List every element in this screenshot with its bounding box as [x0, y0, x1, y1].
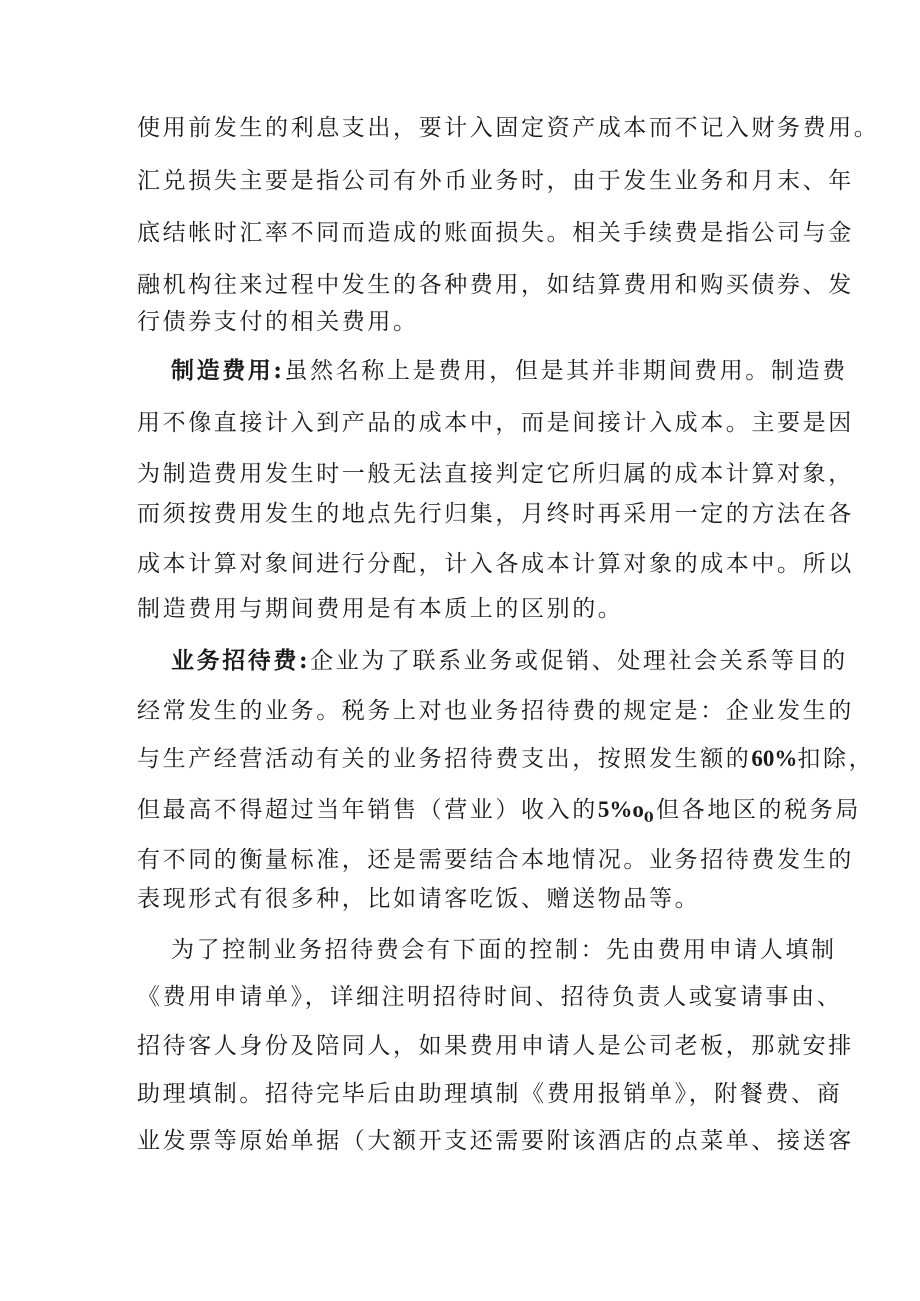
text-line: 业发票等原始单据（大额开支还需要附该酒店的点菜单、接送客 — [137, 1128, 854, 1154]
text-span: 扣除， — [797, 746, 875, 772]
text-line: 有不同的衡量标准，还是需要结合本地情况。业务招待费发生的 — [137, 847, 854, 873]
text-line: 底结帐时汇率不同而造成的账面损失。相关手续费是指公司与金 — [137, 220, 854, 246]
text-line — [171, 646, 848, 676]
text-line: 为制造费用发生时一般无法直接判定它所归属的成本计算对象， — [137, 461, 854, 487]
text-line: 成本计算对象间进行分配，计入各成本计算对象的成本中。所以 — [137, 551, 854, 577]
text-line — [137, 744, 875, 774]
text-span: 虽然名称上是费用，但是其并非期间费用。制造费 — [284, 358, 848, 384]
text-line: 经常发生的业务。税务上对也业务招待费的规定是：企业发生的 — [137, 698, 854, 724]
percentage-60: 60% — [751, 746, 798, 771]
text-line: 使用前发生的利息支出，要计入固定资产成本而不记入财务费用。 — [137, 115, 880, 141]
text-span: 与生产经营活动有关的业务招待费支出，按照发生额的 — [137, 746, 752, 772]
text-line: 融机构往来过程中发生的各种费用，如结算费用和购买债券、发 — [137, 272, 854, 298]
paragraph-heading: 业务招待费: — [171, 647, 311, 674]
text-span: 企业为了联系业务或促销、处理社会关系等目的 — [310, 648, 848, 674]
paragraph-heading: 制造费用: — [171, 357, 285, 384]
text-line: 为了控制业务招待费会有下面的控制：先由费用申请人填制 — [171, 937, 837, 963]
text-line: 用不像直接计入到产品的成本中，而是间接计入成本。主要是因 — [137, 410, 854, 436]
text-line: 《费用申请单》，详细注明招待时间、招待负责人或宴请事由、 — [137, 984, 843, 1010]
text-line: 汇兑损失主要是指公司有外币业务时，由于发生业务和月末、年 — [137, 168, 854, 194]
text-span: 但各地区的税务局 — [656, 797, 861, 823]
text-line: 助理填制。招待完毕后由助理填制《费用报销单》，附餐费、商 — [137, 1081, 843, 1107]
text-line: 制造费用与期间费用是有本质上的区别的。 — [137, 596, 624, 622]
text-line: 招待客人身份及陪同人，如果费用申请人是公司老板，那就安排 — [137, 1033, 854, 1059]
per-mille-subscript: 0 — [643, 810, 657, 826]
text-line — [137, 795, 861, 826]
text-line — [171, 356, 848, 386]
text-line: 而须按费用发生的地点先行归集，月终时再采用一定的方法在各 — [137, 501, 854, 527]
per-mille-5: 5%o — [597, 797, 644, 822]
text-span: 但最高不得超过当年销售（营业）收入的 — [137, 797, 598, 823]
text-line: 表现形式有很多种，比如请客吃饭、赠送物品等。 — [137, 886, 701, 912]
text-line: 行债券支付的相关费用。 — [137, 309, 419, 335]
